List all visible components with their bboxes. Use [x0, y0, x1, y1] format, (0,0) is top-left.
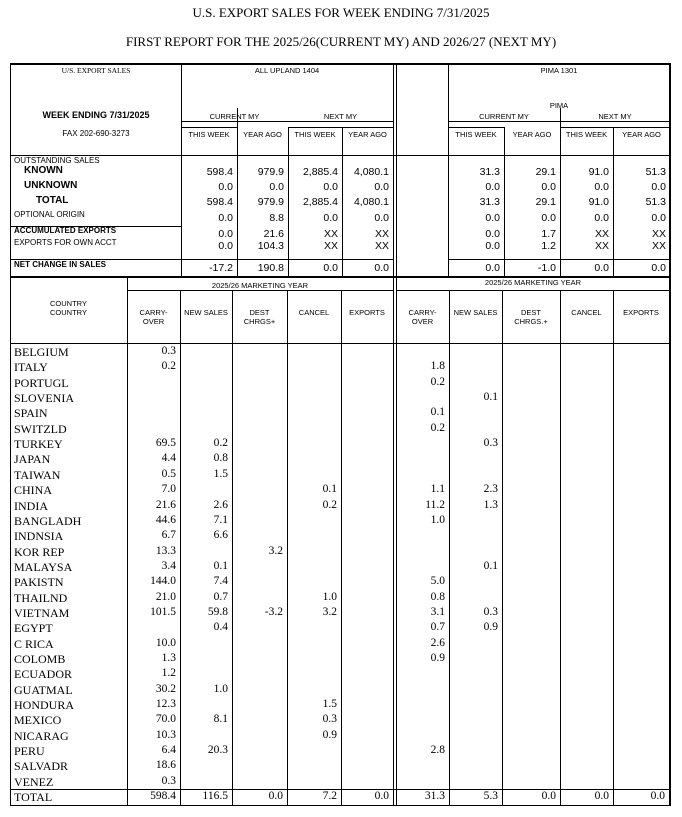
summary-value: 0.0 [594, 262, 609, 274]
country-name: MEXICO [14, 713, 62, 728]
summary-value: 0.0 [323, 212, 338, 224]
report-subtitle: FIRST REPORT FOR THE 2025/26(CURRENT MY) AND 2026/27 (NEXT MY) [125, 34, 557, 49]
pima-value: 0.7 [430, 621, 445, 634]
detail-col-header: EXPORTS [623, 308, 659, 317]
country-header: COUNTRY [50, 308, 87, 317]
current-my-label: CURRENT MY [479, 112, 529, 121]
country-name: SLOVENIA [14, 391, 74, 406]
upland-value: 3.2 [322, 605, 337, 618]
upland-value: 0.4 [213, 621, 228, 634]
summary-rule [448, 259, 670, 260]
upland-value: 6.6 [213, 529, 228, 542]
summary-label-known: KNOWN [24, 165, 63, 176]
subheader-this-week: THIS WEEK [294, 130, 336, 139]
summary-value: 0.0 [485, 240, 500, 252]
upland-value: 1.5 [213, 467, 228, 480]
subheader-year-ago: YEAR AGO [622, 130, 661, 139]
subheader-year-ago: YEAR AGO [512, 130, 552, 139]
pima-value: 0.1 [430, 406, 445, 419]
next-my-label: NEXT MY [598, 112, 632, 121]
marketing-year-label: 2025/26 MARKETING YEAR [211, 281, 309, 290]
summary-label-accumulated: ACCUMULATED EXPORTS [14, 226, 117, 235]
header-bottom-line [10, 155, 670, 156]
detail-col-header: CANCEL [298, 308, 330, 317]
divider-pima-left-inner [396, 63, 397, 806]
summary-label-own-acct: EXPORTS FOR OWN ACCT [14, 238, 117, 247]
table-right-border [669, 63, 671, 806]
upland-label: ALL UPLAND 1404 [254, 66, 320, 75]
week-ending-label: WEEK ENDING 7/31/2025 [42, 110, 150, 120]
subheader-this-week: THIS WEEK [455, 130, 497, 139]
upland-value: 7.4 [213, 575, 228, 588]
summary-rule [181, 259, 393, 260]
upland-value: 44.6 [155, 513, 176, 526]
country-name: TAIWAN [14, 467, 61, 482]
upland-value: 1.2 [161, 667, 176, 680]
country-name: VENEZ [14, 774, 54, 789]
summary-value: XX [651, 228, 666, 240]
summary-value: 0.0 [485, 262, 500, 274]
summary-value: 91.0 [588, 196, 609, 208]
detail-col-line [180, 290, 181, 806]
summary-value: XX [651, 240, 666, 252]
detail-col-header: DEST CHRGS.+ [514, 308, 548, 326]
upland-total: 7.2 [322, 790, 337, 802]
subheader-tick [448, 127, 504, 128]
summary-value: 0.0 [485, 228, 500, 240]
upland-value: 1.3 [161, 652, 176, 664]
upland-value: 30.2 [155, 682, 176, 695]
summary-value: XX [594, 228, 609, 240]
upland-value: 3.2 [268, 544, 283, 557]
pima-value: 0.2 [430, 421, 445, 434]
summary-value: 4,080.1 [353, 166, 389, 178]
country-name: NICARAG [14, 728, 69, 743]
summary-value: 4,080.1 [353, 196, 389, 208]
country-name: SWITZLD [14, 421, 67, 436]
summary-label-total: TOTAL [36, 195, 69, 206]
upland-value: 1.5 [322, 698, 337, 711]
summary-value: 0.0 [594, 212, 609, 224]
country-name: ECUADOR [14, 667, 73, 682]
summary-value: XX [374, 240, 389, 252]
upland-value: 0.3 [161, 774, 176, 787]
summary-value: 0.0 [651, 181, 666, 193]
upland-value: 10.0 [155, 636, 176, 649]
upland-value: 1.0 [322, 590, 337, 603]
next-my-label: NEXT MY [323, 112, 358, 121]
country-name: MALAYSA [14, 559, 73, 574]
pima-value: 0.3 [483, 605, 498, 618]
summary-value: 0.0 [323, 181, 338, 193]
pima-total: 0.0 [541, 790, 556, 802]
detail-header-bottom [10, 343, 670, 344]
upland-total: 598.4 [150, 790, 176, 802]
pima-value: 0.3 [483, 437, 498, 450]
country-name: JAPAN [14, 452, 51, 467]
upland-value: 3.4 [161, 559, 176, 572]
pima-label: PIMA 1301 [540, 66, 578, 75]
summary-value: 31.3 [479, 166, 500, 178]
summary-value: 0.0 [218, 228, 233, 240]
summary-value: 0.0 [374, 181, 389, 193]
totals-label: TOTAL [14, 790, 53, 804]
upland-value: 7.0 [161, 483, 176, 496]
summary-value: 0.0 [218, 240, 233, 252]
country-name: INDNSIA [14, 529, 64, 544]
upland-value: 0.9 [322, 728, 337, 741]
summary-value: 0.0 [374, 262, 389, 274]
detail-col-header: CARRY- OVER [139, 308, 168, 326]
pima-value: 0.9 [430, 652, 445, 664]
summary-value: 0.0 [323, 262, 338, 274]
country-name: CHINA [14, 483, 52, 498]
upland-value: 59.8 [207, 605, 228, 618]
summary-value: 0.0 [651, 262, 666, 274]
country-name: SALVADR [14, 759, 69, 774]
country-header: COUNTRY [50, 299, 87, 308]
upland-value: 1.0 [213, 682, 228, 695]
subheader-this-week: THIS WEEK [565, 130, 608, 139]
subheader-year-ago: YEAR AGO [243, 130, 282, 139]
pima-value: 0.1 [483, 559, 498, 572]
table-left-border [10, 63, 11, 806]
summary-value: 0.0 [269, 181, 284, 193]
pima-value: 11.2 [425, 498, 445, 511]
pima-total: 5.3 [483, 790, 498, 802]
upland-value: 69.5 [155, 437, 176, 450]
subheader-line-upland [181, 121, 393, 122]
summary-value: 0.0 [651, 212, 666, 224]
summary-label-net-change: NET CHANGE IN SALES [14, 260, 107, 269]
country-name: INDIA [14, 498, 48, 513]
pima-value: 0.2 [430, 375, 445, 388]
country-name: PORTUGL [14, 375, 69, 390]
pima-value: 0.1 [483, 391, 498, 404]
divider-pima-left [393, 63, 394, 806]
upland-value: 0.3 [322, 713, 337, 726]
summary-value: 29.1 [535, 166, 556, 178]
subheader-tick [560, 127, 670, 128]
country-name: PERU [14, 744, 45, 759]
detail-col-line [341, 290, 342, 806]
country-name: C RICA [14, 636, 54, 651]
country-name: BANGLADH [14, 513, 82, 528]
summary-value: 598.4 [206, 166, 233, 178]
upland-value: 10.3 [155, 728, 176, 741]
table-bottom-border [10, 805, 670, 806]
summary-value: 29.1 [535, 196, 556, 208]
upland-value: 0.2 [213, 437, 228, 450]
summary-value: XX [374, 228, 389, 240]
upland-value: 0.2 [161, 360, 176, 373]
upland-value: 0.1 [322, 483, 337, 496]
summary-value: 51.3 [645, 166, 666, 178]
summary-value: 91.0 [588, 166, 609, 178]
pima-value: 1.8 [430, 360, 445, 373]
pima-total: 0.0 [650, 790, 665, 802]
upland-value: 70.0 [155, 713, 176, 726]
pima-value: 3.1 [430, 605, 445, 618]
summary-value: 0.0 [218, 212, 233, 224]
detail-col-header: NEW SALES [184, 308, 228, 317]
summary-value: 51.3 [645, 196, 666, 208]
summary-value: 0.0 [541, 181, 556, 193]
subheader-tick [181, 127, 237, 128]
upland-value: 6.7 [161, 529, 176, 542]
upland-value: 0.5 [161, 467, 176, 480]
detail-subheader-line [396, 290, 670, 291]
upland-total: 0.0 [374, 790, 389, 802]
upland-value: -3.2 [264, 605, 283, 618]
summary-label-optional: OPTIONAL ORIGIN [14, 210, 85, 219]
detail-col-header: CARRY- OVER [408, 308, 437, 326]
detail-col-header: EXPORTS [349, 308, 385, 317]
country-name: VIETNAM [14, 605, 70, 620]
summary-value: 0.0 [485, 181, 500, 193]
upland-value: 101.5 [150, 605, 176, 618]
pima-value: 1.1 [430, 483, 445, 496]
current-my-label: CURRENT MY [209, 112, 260, 121]
outstanding-sales-label: OUTSTANDING SALES [14, 156, 100, 165]
upland-total: 116.5 [202, 790, 228, 802]
summary-value: 979.9 [257, 166, 284, 178]
summary-value: 1.7 [541, 228, 556, 240]
us-export-sales-label: U/S. EXPORT SALES [61, 66, 131, 75]
upland-value: 144.0 [150, 575, 176, 588]
summary-value: 190.8 [257, 262, 284, 274]
upland-value: 21.0 [155, 590, 176, 603]
upland-total: 0.0 [268, 790, 283, 802]
marketing-year-label: 2025/26 MARKETING YEAR [484, 278, 582, 287]
country-name: TURKEY [14, 437, 63, 452]
pima-total: 0.0 [594, 790, 609, 802]
summary-value: 0.0 [485, 212, 500, 224]
country-name: BELGIUM [14, 345, 69, 359]
country-name: GUATMAL [14, 682, 73, 697]
country-name: COLOMB [14, 652, 66, 666]
upland-value: 0.3 [161, 345, 176, 357]
country-name: THAILND [14, 590, 68, 605]
summary-value: XX [594, 240, 609, 252]
detail-col-line [560, 290, 561, 806]
pima-total: 31.3 [424, 790, 445, 802]
summary-value: -1.0 [537, 262, 556, 274]
pima-value: 5.0 [430, 575, 445, 588]
summary-value: 979.9 [257, 196, 284, 208]
subheader-year-ago: YEAR AGO [348, 130, 387, 139]
pima-value: 2.8 [430, 744, 445, 757]
upland-value: 18.6 [155, 759, 176, 772]
country-name: EGYPT [14, 621, 53, 636]
country-name: PAKISTN [14, 575, 64, 590]
upland-value: 4.4 [161, 452, 176, 465]
summary-value: 0.0 [374, 212, 389, 224]
detail-col-header: CANCEL [571, 308, 602, 317]
upland-value: 0.1 [213, 559, 228, 572]
upland-value: 21.6 [155, 498, 176, 511]
pima-sub-label: PIMA [549, 101, 569, 110]
upland-value: 0.8 [213, 452, 228, 465]
summary-value: -17.2 [209, 262, 233, 274]
upland-value: 0.2 [322, 498, 337, 511]
summary-value: 598.4 [206, 196, 233, 208]
country-name: KOR REP [14, 544, 65, 559]
country-name: HONDURA [14, 698, 74, 713]
pima-value: 0.8 [430, 590, 445, 603]
subheader-line-pima [448, 121, 670, 122]
detail-col-line [502, 290, 503, 806]
upland-value: 6.4 [161, 744, 176, 757]
detail-col-line [449, 290, 450, 806]
pima-value: 0.9 [483, 621, 498, 634]
detail-col-line [613, 290, 614, 806]
summary-value: 0.0 [541, 212, 556, 224]
upland-value: 0.7 [213, 590, 228, 603]
upland-value: 7.1 [213, 513, 228, 526]
fax-label: FAX 202-690-3273 [62, 129, 130, 138]
summary-value: 2,885.4 [302, 166, 338, 178]
country-name: SPAIN [14, 406, 48, 421]
upland-value: 8.1 [213, 713, 228, 726]
summary-value: XX [323, 240, 338, 252]
report-title: U.S. EXPORT SALES FOR WEEK ENDING 7/31/2025 [192, 5, 490, 20]
pima-value: 1.0 [430, 513, 445, 526]
pima-value: 1.3 [483, 498, 498, 511]
subheader-this-week: THIS WEEK [188, 130, 230, 139]
summary-value: XX [323, 228, 338, 240]
summary-value: 1.2 [541, 240, 556, 252]
pima-value: 2.3 [483, 483, 498, 496]
summary-value: 21.6 [263, 228, 284, 240]
country-name: ITALY [14, 360, 48, 375]
summary-value: 0.0 [218, 181, 233, 193]
summary-label-unknown: UNKNOWN [24, 180, 78, 191]
detail-col-header: DEST CHRGS+ [243, 308, 276, 326]
summary-value: 104.3 [257, 240, 284, 252]
table-top-border [10, 63, 670, 65]
subheader-tick [288, 127, 393, 128]
detail-col-header: NEW SALES [453, 308, 498, 317]
summary-value: 31.3 [479, 196, 500, 208]
upland-value: 2.6 [213, 498, 228, 511]
upland-value: 13.3 [155, 544, 176, 557]
upland-value: 20.3 [207, 744, 228, 757]
upland-value: 12.3 [155, 698, 176, 711]
detail-subheader-line [127, 290, 393, 291]
summary-value: 0.0 [594, 181, 609, 193]
summary-value: 8.8 [269, 212, 284, 224]
summary-value: 2,885.4 [302, 196, 338, 208]
pima-value: 2.6 [430, 636, 445, 649]
